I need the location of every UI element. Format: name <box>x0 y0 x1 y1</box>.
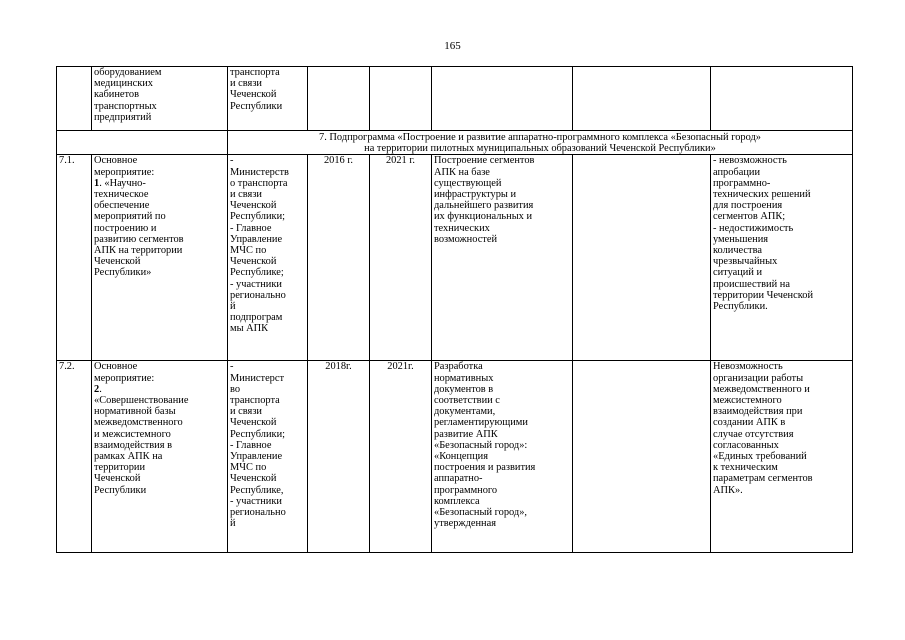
executor-line: - <box>230 361 234 373</box>
result-line: дальнейшего развития <box>434 200 534 212</box>
consequence-line: параметрам сегментов <box>713 473 813 485</box>
executor-line: транспорта <box>230 395 280 407</box>
table-row <box>57 155 853 361</box>
result-line: развитие АПК <box>434 428 498 440</box>
cell-consequence <box>711 67 853 131</box>
cell-start: 2016 г. <box>308 155 370 361</box>
name-line-composite <box>94 178 225 189</box>
name-line: построению и <box>94 222 157 234</box>
result-line: соответствии с <box>434 395 500 407</box>
cell-end <box>370 67 432 131</box>
consequence-line: случае отсутствия <box>713 428 794 440</box>
cell-end: 2021г. <box>370 361 432 553</box>
result-line: Разработка <box>434 361 483 373</box>
result-line: документов в <box>434 383 494 395</box>
cell-result <box>432 155 573 361</box>
cell-start: 2018г. <box>308 361 370 553</box>
name-line: Основное <box>94 361 138 373</box>
executor-line: - Главное <box>230 222 272 234</box>
cell-num: 7.2. <box>57 361 92 553</box>
name-line: обеспечение <box>94 200 150 212</box>
consequence-line: «Единых требований <box>713 451 807 463</box>
executor-line: Чеченской <box>230 473 277 485</box>
consequence-line: - недостижимость <box>713 222 794 234</box>
name-line: . «Научно- <box>99 177 146 189</box>
result-line: Построение сегментов <box>434 155 535 167</box>
consequence-line: происшествий на <box>713 278 790 290</box>
cell-num: 7.1. <box>57 155 92 361</box>
result-line: «Концепция <box>434 451 488 463</box>
name-line: нормативной базы <box>94 406 176 418</box>
consequence-line: территории Чеченской <box>713 289 814 301</box>
cell-name <box>92 155 228 361</box>
executor-line: и связи <box>230 189 262 201</box>
cell-name <box>92 67 228 131</box>
name-line: «Совершенствование <box>94 395 189 407</box>
cell-executor <box>228 155 308 361</box>
name-line: Чеченской <box>94 256 141 268</box>
name-line: техническое <box>94 189 149 201</box>
executor-line: мы АПК <box>230 323 269 335</box>
executor-line: Чеченской <box>230 200 277 212</box>
executor-line: Управление <box>230 233 283 245</box>
cell-result <box>432 361 573 553</box>
result-line: возможностей <box>434 233 498 245</box>
subprogram-title-line: на территории пилотных муниципальных образований Чеченской Республики» <box>364 143 716 155</box>
executor-line: - Главное <box>230 439 272 451</box>
executor-line: й <box>230 301 236 313</box>
name-line: и межсистемного <box>94 428 171 440</box>
cell-link <box>573 67 711 131</box>
name-line: . <box>99 383 102 395</box>
consequence-line: уменьшения <box>713 233 769 245</box>
result-line: технических <box>434 222 490 234</box>
name-line-composite <box>94 384 225 395</box>
name-line: Основное <box>94 155 138 167</box>
table-row <box>57 361 853 553</box>
result-line: комплекса <box>434 495 480 507</box>
name-line: мероприятий по <box>94 211 166 223</box>
executor-line: транспорта <box>230 67 280 78</box>
executor-line: Чеченской <box>230 256 277 268</box>
result-line: построения и развития <box>434 462 536 474</box>
cell-start <box>308 67 370 131</box>
cell-empty <box>57 131 228 155</box>
executor-line: Республики; <box>230 211 286 223</box>
subprogram-title-line: 7. Подпрограмма «Построение и развитие аппаратно-программного комплекса «Безопасный город» <box>319 132 761 143</box>
name-line: взаимодействия в <box>94 439 173 451</box>
consequence-line: Невозможность <box>713 361 783 373</box>
name-line: оборудованием <box>94 67 162 78</box>
executor-line: й <box>230 518 236 530</box>
cell-executor <box>228 361 308 553</box>
consequence-line: технических решений <box>713 189 811 201</box>
executor-line: Республики; <box>230 428 286 440</box>
name-line: мероприятие: <box>94 166 155 178</box>
executor-line: и связи <box>230 406 262 418</box>
cell-name <box>92 361 228 553</box>
cell-result <box>432 67 573 131</box>
executor-line: МЧС по <box>230 245 267 257</box>
name-line: территории <box>94 462 146 474</box>
cell-link <box>573 155 711 361</box>
subprogram-row <box>57 131 853 155</box>
consequence-line: апробации <box>713 166 761 178</box>
name-bold-number: 1 <box>94 177 100 189</box>
consequence-line: организации работы <box>713 372 804 384</box>
cell-consequence <box>711 155 853 361</box>
executor-line: Министерст <box>230 372 285 384</box>
consequence-line: ситуаций и <box>713 267 763 279</box>
cell-num <box>57 67 92 131</box>
consequence-line: согласованных <box>713 439 779 451</box>
consequence-line: создании АПК в <box>713 417 786 429</box>
executor-line: - участники <box>230 278 282 290</box>
name-line: кабинетов <box>94 89 140 101</box>
cell-consequence <box>711 361 853 553</box>
cell-link <box>573 361 711 553</box>
name-bold-number: 2 <box>94 383 100 395</box>
consequence-line: количества <box>713 245 762 257</box>
result-line: АПК на базе <box>434 166 490 178</box>
consequence-line: программно- <box>713 177 771 189</box>
result-line: нормативных <box>434 372 494 384</box>
result-line: существующей <box>434 177 502 189</box>
name-line: межведомственного <box>94 417 183 429</box>
consequence-line: к техническим <box>713 462 778 474</box>
name-line: Республики» <box>94 267 152 279</box>
executor-line: о транспорта <box>230 177 288 189</box>
cell-end: 2021 г. <box>370 155 432 361</box>
name-line: АПК на территории <box>94 245 183 257</box>
result-line: их функциональных и <box>434 211 533 223</box>
table-row-continuation <box>57 67 853 131</box>
consequence-line: сегментов АПК; <box>713 211 786 223</box>
plan-table <box>56 66 853 553</box>
name-line: предприятий <box>94 111 152 123</box>
executor-line: Республике; <box>230 267 284 279</box>
page-number: 165 <box>444 40 461 52</box>
executor-line: регионально <box>230 289 286 301</box>
name-line: Республики <box>94 484 147 496</box>
result-line: программного <box>434 484 498 496</box>
result-line: «Безопасный город», <box>434 507 527 519</box>
name-line: развитию сегментов <box>94 233 184 245</box>
executor-line: Министерств <box>230 166 289 178</box>
executor-line: Республики <box>230 100 283 112</box>
consequence-line: АПК». <box>713 484 743 496</box>
executor-line: и связи <box>230 78 262 90</box>
cell-executor <box>228 67 308 131</box>
executor-line: подпрограм <box>230 312 283 324</box>
executor-line: во <box>230 383 241 395</box>
consequence-line: межведомственного и <box>713 383 810 395</box>
name-line: медицинских <box>94 78 153 90</box>
result-line: документами, <box>434 406 496 418</box>
result-line: «Безопасный город»: <box>434 439 528 451</box>
subprogram-title <box>228 131 853 155</box>
consequence-line: для построения <box>713 200 783 212</box>
executor-line: Чеченской <box>230 417 277 429</box>
consequence-line: взаимодействия при <box>713 406 803 418</box>
executor-line: - участники <box>230 495 282 507</box>
executor-line: МЧС по <box>230 462 267 474</box>
name-line: мероприятие: <box>94 372 155 384</box>
executor-line: Чеченской <box>230 89 277 101</box>
executor-line: Управление <box>230 451 283 463</box>
consequence-line: - невозможность <box>713 155 787 167</box>
result-line: регламентирующими <box>434 417 528 429</box>
name-line: транспортных <box>94 100 157 112</box>
name-line: Чеченской <box>94 473 141 485</box>
result-line: утвержденная <box>434 518 496 530</box>
result-line: инфраструктуры и <box>434 189 517 201</box>
consequence-line: чрезвычайных <box>713 256 778 268</box>
executor-line: Республике, <box>230 484 284 496</box>
result-line: аппаратно- <box>434 473 483 485</box>
executor-line: - <box>230 155 234 167</box>
executor-line: регионально <box>230 507 286 519</box>
name-line: рамках АПК на <box>94 451 163 463</box>
consequence-line: межсистемного <box>713 395 782 407</box>
consequence-line: Республики. <box>713 301 768 313</box>
